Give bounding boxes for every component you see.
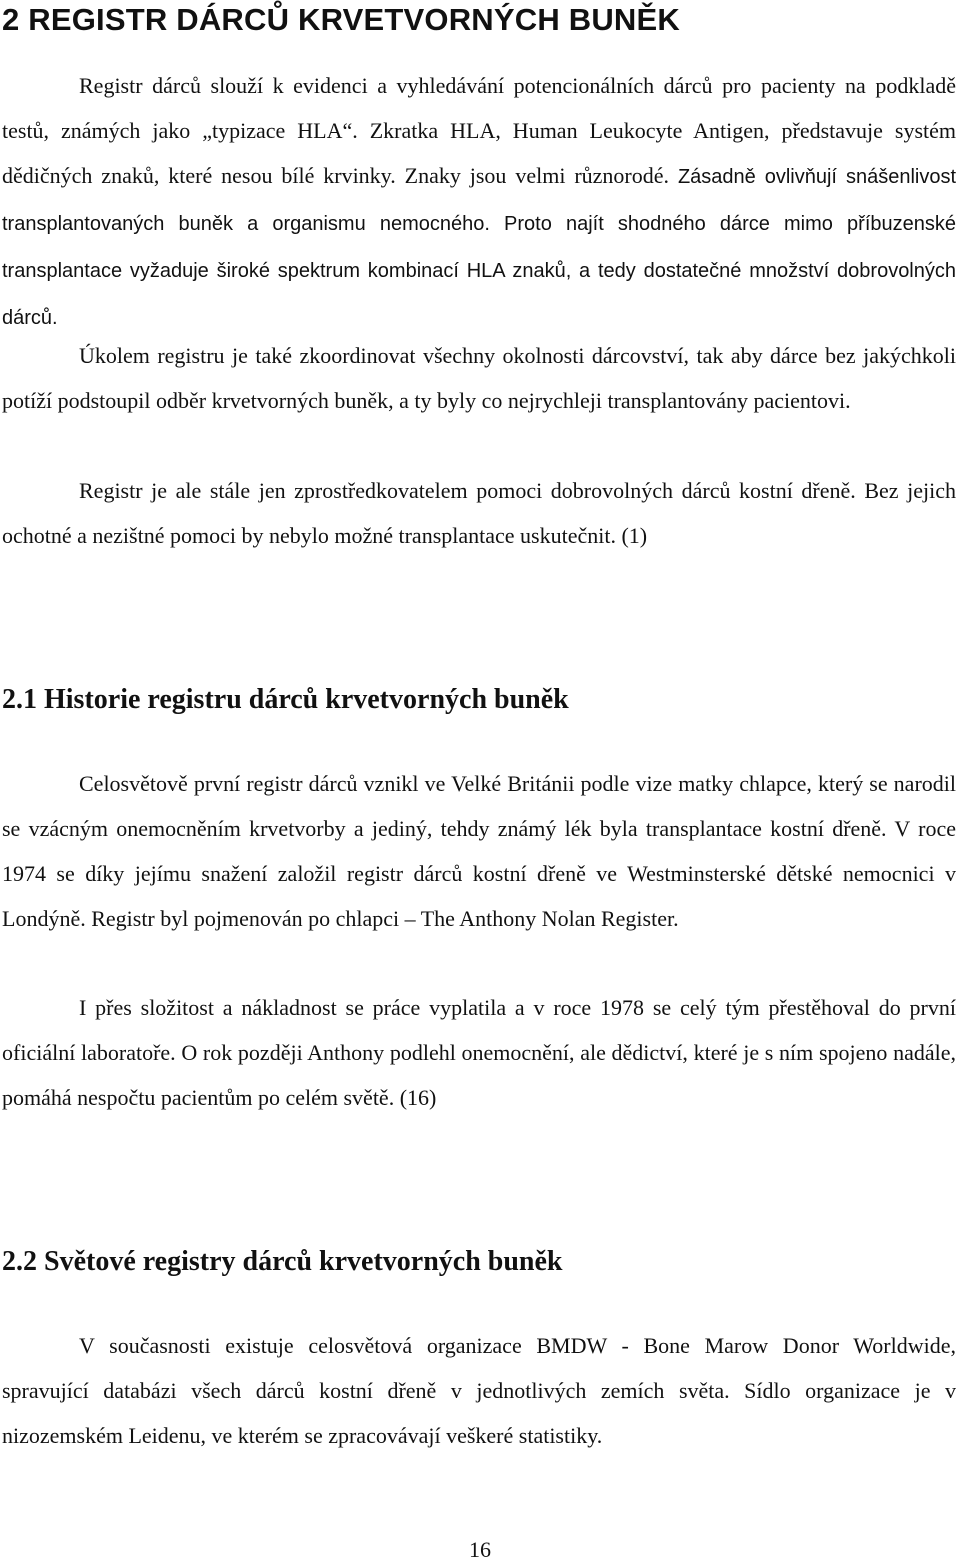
chapter-heading: 2 REGISTR DÁRCŮ KRVETVORNÝCH BUNĚK	[2, 2, 680, 37]
section-2-2-paragraph-1: V současnosti existuje celosvětová organizace BMDW - Bone Marow Donor Worldwide, spravující databázi všech dárců kostní dřeně v jednotlivých zemích světa. Sídlo organizace je v nizozemském Leidenu, ve kterém se zpracovávají veškeré statistiky.	[2, 1333, 956, 1448]
section-2-1-paragraph-2: I přes složitost a nákladnost se práce vyplatila a v roce 1978 se celý tým přestěhoval do první oficiální laboratoře. O rok později Anthony podlehl onemocnění, ale dědictví, které je s ním spojeno nadále, pomáhá nespočtu pacientům po celém světě. (16)	[2, 995, 956, 1110]
intro-paragraph-3: Registr je ale stále jen zprostředkovatelem pomoci dobrovolných dárců kostní dřeně. Bez jejich ochotné a nezištné pomoci by nebylo možné transplantace uskutečnit. (1)	[2, 478, 956, 548]
intro-paragraph-1	[2, 63, 956, 341]
section-2-1-paragraph-1: Celosvětově první registr dárců vznikl ve Velké Británii podle vize matky chlapce, který se narodil se vzácným onemocněním krvetvorby a jediný, tehdy známý lék byla transplantace kostní dřeně. V roce 1974 se díky jejímu snažení založil registr dárců kostní dřeně ve Westminsterské dětské nemocnici v Londýně. Registr byl pojmenován po chlapci – The Anthony Nolan Register.	[2, 771, 956, 931]
intro-paragraph-1-sans-text: Zásadně ovlivňují snášenlivost transplantovaných buněk a organismu nemocného. Proto najít shodného dárce mimo příbuzenské transplantace vyžaduje široké spektrum kombinací HLA znaků, a tedy dostatečné množství dobrovolných dárců.	[2, 166, 957, 329]
intro-paragraph-1-text: Registr dárců slouží k evidenci a vyhledávání potencionálních dárců pro pacienty na podkladě testů, známých jako „typizace HLA“. Zkratka HLA, Human Leukocyte Antigen, představuje systém dědičných znaků, které nesou bílé krvinky. Znaky jsou velmi různorodé.	[2, 73, 956, 188]
intro-paragraph-2: Úkolem registru je také zkoordinovat všechny okolnosti dárcovství, tak aby dárce bez jakýchkoli potíží podstoupil odběr krvetvorných buněk, a ty byly co nejrychleji transplantovány pacientovi.	[2, 343, 956, 413]
page-number: 16	[469, 1537, 491, 1562]
section-2-1-heading: 2.1 Historie registru dárců krvetvorných buněk	[2, 684, 569, 715]
section-2-2-heading: 2.2 Světové registry dárců krvetvorných buněk	[2, 1246, 563, 1277]
